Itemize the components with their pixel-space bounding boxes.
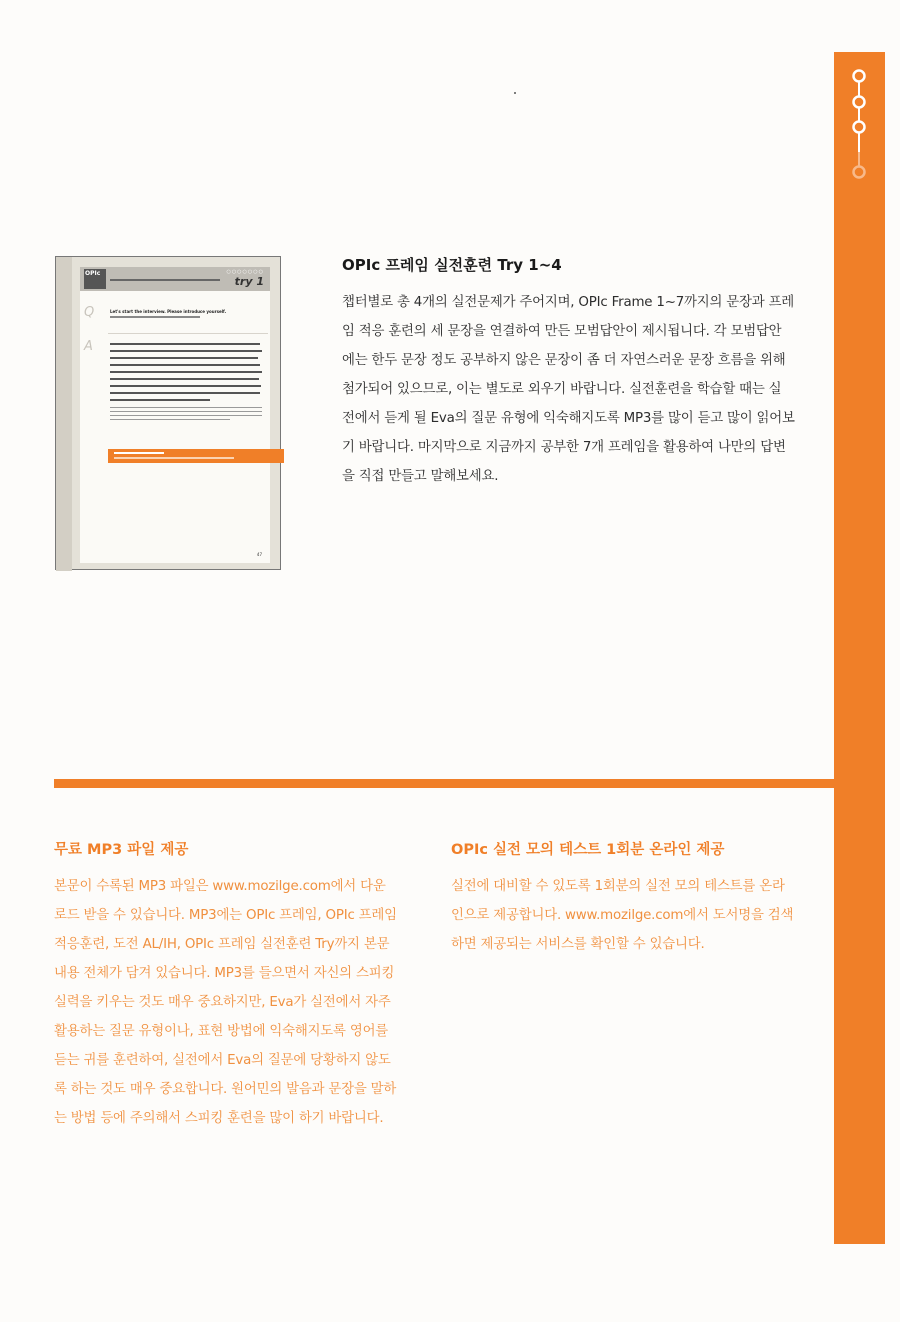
mp3-line: 듣는 귀를 훈련하여, 실전에서 Eva의 질문에 당황하지 않도 (54, 1053, 391, 1068)
mp3-line: 활용하는 질문 유형이나, 표현 방법에 익숙해지도록 영어를 (54, 1024, 389, 1039)
section-line: 을 직접 만들고 말해보세요. (342, 469, 499, 484)
thumbnail-q-marker: Q (84, 305, 95, 320)
section-line: 기 바랍니다. 마지막으로 지금까지 공부한 7개 프레임을 활용하여 나만의 답변 (342, 440, 786, 455)
mp3-title: 무료 MP3 파일 제공 (54, 842, 189, 858)
sample-page-thumbnail (55, 256, 281, 570)
thumbnail-translation-line (110, 407, 262, 408)
section-line: 전에서 듣게 될 Eva의 질문 유형에 익숙해지도록 MP3를 많이 듣고 많이 읽어보 (342, 411, 795, 426)
section-line: 에는 한두 문장 정도 공부하지 않은 문장이 좀 더 자연스러운 문장 흐름을 위해 (342, 353, 786, 368)
online-test-title: OPIc 실전 모의 테스트 1회분 온라인 제공 (451, 842, 725, 858)
side-accent-bar (834, 52, 885, 1244)
thumbnail-dots: ○○○○○○○ (226, 269, 264, 275)
section-title: OPIc 프레임 실전훈련 Try 1~4 (342, 256, 562, 274)
thumbnail-answer-line (110, 392, 260, 394)
progress-nodes-icon (834, 52, 885, 192)
thumbnail-divider (108, 333, 268, 334)
online-test-line: 실전에 대비할 수 있도록 1회분의 실전 모의 테스트를 온라 (451, 879, 785, 894)
thumbnail-answer-line (110, 385, 261, 387)
thumbnail-orange-box (108, 449, 284, 463)
section-line: 첨가되어 있으므로, 이는 별도로 외우기 바랍니다. 실전훈련을 학습할 때는 실 (342, 382, 782, 397)
mp3-line: 록 하는 것도 매우 중요합니다. 원어민의 발음과 문장을 말하 (54, 1082, 397, 1097)
thumbnail-answer-line (110, 364, 260, 366)
thumbnail-answer-line (110, 378, 259, 380)
online-test-line: 인으로 제공합니다. www.mozilge.com에서 도서명을 검색 (451, 908, 794, 923)
thumbnail-try-label: try 1 (234, 275, 264, 288)
mp3-line: 로드 받을 수 있습니다. MP3에는 OPIc 프레임, OPIc 프레임 (54, 908, 397, 923)
online-test-body (451, 872, 821, 959)
mp3-line: 내용 전체가 담겨 있습니다. MP3를 들으면서 자신의 스피킹 (54, 966, 395, 981)
horizontal-divider (54, 779, 835, 788)
thumbnail-question: Let's start the interview. Please introduce yourself. (110, 309, 227, 314)
thumbnail-translation-line (110, 419, 230, 420)
mp3-line: 는 방법 등에 주의해서 스피킹 훈련을 많이 하기 바랍니다. (54, 1111, 384, 1126)
section-line: 챕터별로 총 4개의 실전문제가 주어지며, OPIc Frame 1~7까지의 문장과 프레 (342, 295, 795, 310)
stray-dot (514, 92, 516, 94)
mp3-line: 본문이 수록된 MP3 파일은 www.mozilge.com에서 다운 (54, 879, 386, 894)
thumbnail-translation-line (110, 415, 262, 416)
thumbnail-a-marker: A (84, 339, 93, 354)
mp3-body (54, 872, 414, 1133)
thumbnail-answer-line (110, 343, 260, 345)
section-body (342, 288, 804, 491)
thumbnail-translation-line (110, 411, 262, 412)
thumbnail-answer-line (110, 357, 258, 359)
thumbnail-answer-line (110, 399, 210, 401)
thumbnail-header-text (110, 279, 220, 281)
thumbnail-header (80, 267, 270, 291)
thumbnail-page-number: 47 (256, 552, 262, 557)
mp3-line: 실력을 키우는 것도 매우 중요하지만, Eva가 실전에서 자주 (54, 995, 391, 1010)
mp3-line: 적응훈련, 도전 AL/IH, OPIc 프레임 실전훈련 Try까지 본문 (54, 937, 390, 952)
thumbnail-question-sub (110, 316, 200, 318)
thumbnail-answer-line (110, 350, 262, 352)
thumbnail-page (80, 267, 270, 563)
thumbnail-logo: OPIc (84, 269, 106, 289)
online-test-line: 하면 제공되는 서비스를 확인할 수 있습니다. (451, 937, 705, 952)
section-line: 임 적응 훈련의 세 문장을 연결하여 만든 모범답안이 제시됩니다. 각 모범답안 (342, 324, 782, 339)
thumbnail-answer-line (110, 371, 262, 373)
thumbnail-side-tab (56, 257, 72, 571)
